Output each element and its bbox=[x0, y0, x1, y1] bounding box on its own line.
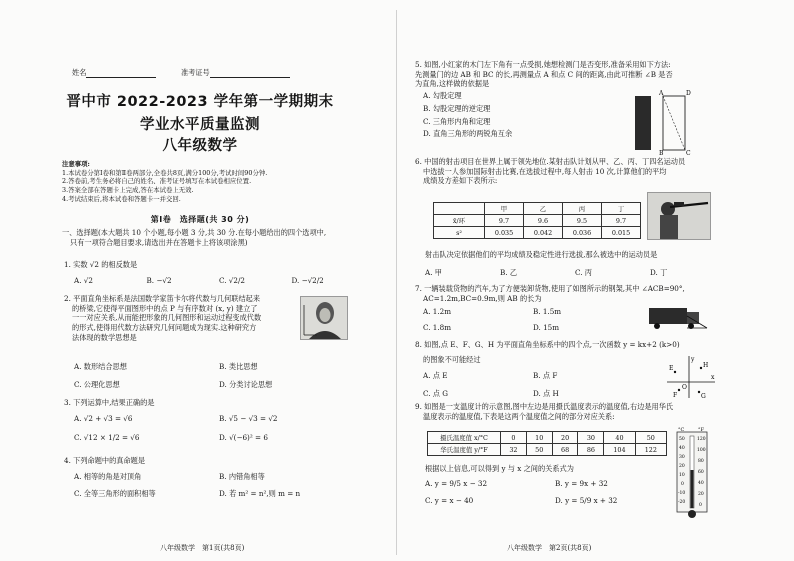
q8-line: 的图象不可能经过 bbox=[423, 354, 481, 364]
table-cell: s² bbox=[434, 227, 485, 239]
coordinate-plane-diagram bbox=[665, 354, 717, 400]
table-row bbox=[434, 227, 641, 239]
table-row bbox=[434, 203, 641, 215]
q2-line: 的桥梁,它使得平面图形中的点 P 与有序数对 (x, y) 建立了 bbox=[72, 303, 258, 313]
exam-no-label: 准考证号 bbox=[180, 68, 210, 77]
descartes-portrait-image bbox=[300, 296, 348, 340]
question-5 bbox=[415, 60, 785, 139]
scale-tick-label: 50 bbox=[679, 437, 685, 442]
exam-grade: 八年级数学 bbox=[162, 138, 238, 154]
shooter-icon bbox=[648, 193, 710, 239]
q1-option-c[interactable]: C. √2/2 bbox=[219, 275, 245, 285]
shooter-image bbox=[647, 192, 711, 240]
q4-option-d[interactable]: D. 若 m² = n²,则 m = n bbox=[219, 489, 301, 499]
table-cell: 30 bbox=[578, 432, 604, 444]
q1-option-b[interactable]: B. −√2 bbox=[146, 275, 172, 285]
note-item: 1.本试卷分第Ⅰ卷和第Ⅱ卷两部分,全卷共8页,满分100分,考试时间90分钟. bbox=[62, 168, 268, 177]
q7-line: AC=1.2m,BC=0.9m,则 AB 的长为 bbox=[423, 293, 542, 303]
q2-line: 法体现的数学思想是 bbox=[72, 332, 137, 342]
exam-title: 晋中市 2022-2023 学年第一学期期末 bbox=[66, 94, 334, 110]
scale-tick-label: 120 bbox=[697, 437, 706, 442]
q9-option-c[interactable]: C. y = x − 40 bbox=[425, 496, 474, 506]
scale-tick-label: 100 bbox=[697, 448, 706, 453]
q5-option-b[interactable]: B. 勾股定理的逆定理 bbox=[423, 103, 491, 113]
table-cell bbox=[434, 203, 485, 215]
q4-option-a[interactable]: A. 相等的角是对顶角 bbox=[74, 471, 142, 481]
table-row bbox=[428, 432, 667, 444]
table-cell: 9.7 bbox=[602, 215, 641, 227]
name-label: 姓名 bbox=[72, 68, 87, 77]
scale-tick-label: 20 bbox=[679, 464, 685, 469]
q6-option-c[interactable]: C. 丙 bbox=[575, 267, 592, 277]
q2-line: 2. 平面直角坐标系是法国数学家笛卡尔将代数与几何联结起来 bbox=[64, 294, 261, 303]
section-line: 一、选择题(本大题共 10 个小题,每小题 3 分,共 30 分.在每小题给出的四个选项中, bbox=[62, 228, 327, 237]
section-instructions bbox=[62, 228, 382, 247]
q8-option-a[interactable]: A. 点 E bbox=[423, 371, 448, 381]
question-9 bbox=[415, 402, 785, 421]
q9-option-b[interactable]: B. y = 9x + 32 bbox=[555, 478, 608, 488]
name-blank[interactable] bbox=[86, 69, 156, 78]
x-axis-label: x bbox=[711, 374, 715, 381]
table-cell: 0 bbox=[501, 432, 527, 444]
table-cell: 10 bbox=[526, 432, 552, 444]
scale-tick-label: 20 bbox=[698, 492, 704, 497]
table-cell: 122 bbox=[635, 444, 666, 456]
q5-line: 5. 如图,小红家的木门左下角有一点受损,她想检测门是否变形,准备采用如下方法: bbox=[415, 60, 671, 69]
scale-tick-label: 10 bbox=[679, 473, 685, 478]
q8-line: 8. 如图,点 E、F、G、H 为平面直角坐标系中的四个点,一次函数 y = kx+2 (k>0) bbox=[415, 340, 680, 349]
q1-option-d[interactable]: D. −√2/2 bbox=[291, 275, 324, 285]
scale-tick-label: 60 bbox=[698, 470, 704, 475]
q3-option-a[interactable]: A. √2 + √3 = √6 bbox=[74, 413, 133, 423]
q4-option-c[interactable]: C. 全等三角形的面积相等 bbox=[74, 489, 156, 499]
question-3 bbox=[64, 398, 364, 443]
door-diagram bbox=[629, 88, 693, 156]
q6-line: 成绩及方差如下表所示: bbox=[423, 176, 498, 186]
table-cell: 0.035 bbox=[485, 227, 524, 239]
question-8 bbox=[415, 340, 785, 399]
q4-stem: 4. 下列命题中的真命题是 bbox=[64, 456, 146, 465]
fahrenheit-unit: °F bbox=[698, 427, 704, 433]
table-cell: 32 bbox=[501, 444, 527, 456]
exam-subtitle: 学业水平质量监测 bbox=[140, 117, 260, 133]
table-cell: 0.042 bbox=[524, 227, 563, 239]
table-cell: 甲 bbox=[485, 203, 524, 215]
page-2 bbox=[397, 0, 794, 561]
wheel-icon bbox=[654, 323, 660, 329]
q2-option-a[interactable]: A. 数形结合思想 bbox=[74, 362, 127, 371]
table-cell: 104 bbox=[604, 444, 635, 456]
table-cell: 0.015 bbox=[602, 227, 641, 239]
thermometer-bulb bbox=[688, 510, 696, 518]
table-cell: 20 bbox=[552, 432, 578, 444]
page-footer-left: 八年级数学 第1页(共8页) bbox=[160, 544, 245, 552]
table-cell: 华氏温度值 y/°F bbox=[428, 444, 501, 456]
q2-line: 一一对应关系,从而能把形象的几何图形和运动过程变成代数 bbox=[72, 313, 262, 323]
q1-option-a[interactable]: A. √2 bbox=[74, 275, 93, 285]
q8-option-c[interactable]: C. 点 G bbox=[423, 389, 449, 399]
table-cell: 50 bbox=[526, 444, 552, 456]
q5-option-a[interactable]: A. 勾股定理 bbox=[423, 91, 462, 101]
q6-line: 中选拔一人参加国际射击比赛,在选拔过程中,每人射击 10 次,计算他们的平均 bbox=[423, 166, 667, 176]
q2-option-c[interactable]: C. 公理化思想 bbox=[74, 379, 120, 389]
note-item: 3.答案全部在答题卡上完成,答在本试卷上无效. bbox=[62, 185, 194, 194]
point-e bbox=[674, 371, 676, 373]
question-4 bbox=[64, 456, 364, 499]
label-a: A bbox=[659, 90, 664, 97]
q4-option-b[interactable]: B. 内错角相等 bbox=[219, 471, 265, 481]
q6-option-d[interactable]: D. 丁 bbox=[650, 267, 668, 277]
part1-heading: 第Ⅰ卷 选择题(共 30 分) bbox=[150, 215, 250, 224]
table-cell: 0.036 bbox=[563, 227, 602, 239]
q5-line: 先测量门的边 AB 和 BC 的长,再测量点 A 和点 C 间的距离,由此可推断 ∠B 是否 bbox=[415, 69, 673, 79]
notes bbox=[62, 160, 382, 203]
table-cell: x̄/环 bbox=[434, 215, 485, 227]
q8-option-d[interactable]: D. 点 H bbox=[533, 389, 559, 399]
celsius-unit: °C bbox=[678, 427, 685, 433]
table-cell: 9.6 bbox=[524, 215, 563, 227]
table-cell: 丙 bbox=[563, 203, 602, 215]
label-e: E bbox=[669, 365, 674, 372]
table-cell: 68 bbox=[552, 444, 578, 456]
table-cell: 40 bbox=[604, 432, 635, 444]
scale-tick-label: 40 bbox=[679, 446, 685, 451]
question-6 bbox=[415, 157, 785, 186]
temperature-table bbox=[427, 431, 667, 456]
scale-tick-label: 0 bbox=[699, 503, 702, 508]
q5-option-d[interactable]: D. 直角三角形的两锐角互余 bbox=[423, 129, 513, 139]
q6-after-text: 射击队决定依据他们的平均成绩及稳定性进行选拔,那么被选中的运动员是 bbox=[425, 250, 658, 259]
truck-container bbox=[649, 308, 687, 324]
portrait-icon bbox=[301, 297, 347, 339]
q1-stem: 1. 实数 √2 的相反数是 bbox=[64, 260, 138, 269]
scale-tick-label: 30 bbox=[679, 455, 685, 460]
label-g: G bbox=[701, 393, 706, 400]
scale-tick-label: 80 bbox=[698, 459, 704, 464]
q6-after bbox=[425, 250, 785, 277]
q3-stem: 3. 下列运算中,结果正确的是 bbox=[64, 398, 155, 407]
truck-diagram bbox=[645, 302, 711, 332]
q9-after-text: 根据以上信息,可以得到 y 与 x 之间的关系式为 bbox=[425, 464, 574, 473]
q6-option-b[interactable]: B. 乙 bbox=[500, 267, 518, 277]
point-g bbox=[698, 391, 700, 393]
scale-tick-label: 0 bbox=[681, 482, 684, 487]
label-f: F bbox=[673, 392, 678, 399]
label-c: C bbox=[686, 150, 691, 156]
page-footer-right: 八年级数学 第2页(共8页) bbox=[507, 544, 592, 552]
q9-after bbox=[425, 464, 685, 506]
y-axis-label: y bbox=[691, 356, 695, 363]
question-1 bbox=[64, 260, 364, 285]
q2-line: 的形式,使得用代数方法研究几何问题成为现实.这种研究方 bbox=[72, 323, 257, 333]
table-cell: 9.7 bbox=[485, 215, 524, 227]
q2-option-b[interactable]: B. 类比思想 bbox=[219, 362, 258, 371]
point-f bbox=[678, 389, 680, 391]
q9-line: 9. 如图是一支温度计的示意图,图中左边是用摄氏温度表示的温度值,右边是用华氏 bbox=[415, 402, 674, 411]
q3-option-d[interactable]: D. √(−6)² = 6 bbox=[219, 433, 268, 443]
q9-option-d[interactable]: D. y = 5/9 x + 32 bbox=[555, 496, 618, 506]
q7-option-b[interactable]: B. 1.5m bbox=[533, 307, 562, 317]
q3-option-b[interactable]: B. √5 − √3 = √2 bbox=[219, 413, 278, 423]
q7-line: 7. 一辆装载货物的汽车,为了方便装卸货物,使用了如图所示的钢架,其中 ∠ACB=90°, bbox=[415, 284, 685, 293]
thermometer-diagram bbox=[669, 426, 715, 522]
table-cell: 乙 bbox=[524, 203, 563, 215]
origin-label: O bbox=[682, 384, 687, 391]
q3-option-c[interactable]: C. √12 × 1/2 = √6 bbox=[74, 433, 140, 443]
q7-option-c[interactable]: C. 1.8m bbox=[423, 323, 452, 333]
table-cell: 摄氏温度值 x/°C bbox=[428, 432, 501, 444]
table-cell: 86 bbox=[578, 444, 604, 456]
table-cell: 9.5 bbox=[563, 215, 602, 227]
point-h bbox=[700, 367, 702, 369]
q6-option-a[interactable]: A. 甲 bbox=[425, 267, 442, 277]
header-fields bbox=[72, 68, 332, 78]
scale-tick-label: 40 bbox=[698, 481, 704, 486]
q5-line: 为直角,这样做的依据是 bbox=[415, 79, 490, 89]
exam-no-blank[interactable] bbox=[210, 69, 290, 78]
q5-option-c[interactable]: C. 三角形内角和定理 bbox=[423, 116, 491, 126]
q9-line: 温度表示的温度值,下表是这两个温度值之间的部分对应关系: bbox=[423, 411, 615, 421]
scale-tick-label: -10 bbox=[678, 491, 686, 496]
section-line: 只有一项符合题目要求,请选出并在答题卡上将该项涂黑) bbox=[70, 237, 248, 247]
q2-options bbox=[74, 362, 364, 389]
q7-option-d[interactable]: D. 15m bbox=[533, 323, 560, 333]
table-cell: 丁 bbox=[602, 203, 641, 215]
q6-line: 6. 中国的射击项目在世界上属于领先地位.某射击队计划从甲、乙、丙、丁四名运动员 bbox=[415, 157, 686, 166]
label-d: D bbox=[686, 90, 691, 97]
label-h: H bbox=[703, 362, 709, 369]
table-cell: 50 bbox=[635, 432, 666, 444]
notes-heading: 注意事项: bbox=[62, 160, 90, 168]
table-row bbox=[428, 444, 667, 456]
label-b: B bbox=[659, 150, 664, 156]
q2-option-d[interactable]: D. 分类讨论思想 bbox=[219, 379, 273, 389]
note-item: 4.考试结束后,将本试卷和答题卡一并交回. bbox=[62, 194, 181, 203]
question-7 bbox=[415, 284, 785, 333]
table-row bbox=[434, 215, 641, 227]
door-diagonal bbox=[663, 96, 685, 150]
question-2 bbox=[64, 294, 296, 343]
mercury-column bbox=[691, 470, 694, 508]
note-item: 2.答卷前,考生务必将自己的姓名、准考证号填写在本试卷相应位置. bbox=[62, 177, 252, 186]
door-image bbox=[635, 96, 651, 150]
shooting-table bbox=[433, 202, 641, 239]
scale-tick-label: -20 bbox=[678, 500, 686, 505]
q8-option-b[interactable]: B. 点 F bbox=[533, 371, 558, 381]
q9-option-a[interactable]: A. y = 9/5 x − 32 bbox=[425, 478, 488, 488]
q7-option-a[interactable]: A. 1.2m bbox=[423, 307, 452, 317]
